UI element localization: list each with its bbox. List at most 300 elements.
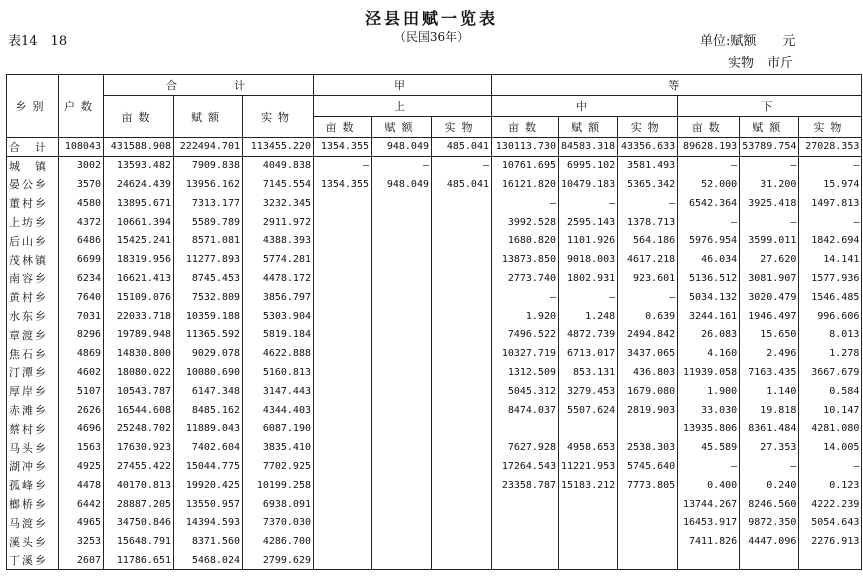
row-s-1: 948.049 — [372, 138, 432, 157]
row-z-0: 5045.312 — [492, 382, 559, 401]
table-row — [7, 231, 862, 250]
row-z-0 — [492, 551, 559, 570]
row-s-2 — [432, 269, 492, 288]
row-t-2: 4344.403 — [243, 401, 314, 420]
row-z-1: 4872.739 — [559, 325, 618, 344]
row-t-2: 10199.258 — [243, 476, 314, 495]
row-households: 1563 — [59, 438, 104, 457]
row-s-1 — [372, 532, 432, 551]
row-t-0: 25248.702 — [104, 419, 174, 438]
row-t-0: 27455.422 — [104, 457, 174, 476]
row-z-0: 10327.719 — [492, 344, 559, 363]
row-township: 厚岸乡 — [7, 382, 59, 401]
row-t-0: 18080.022 — [104, 363, 174, 382]
row-t-1: 7532.809 — [174, 288, 243, 307]
row-s-0 — [314, 250, 372, 269]
table-row — [7, 419, 862, 438]
row-x-0: 45.589 — [678, 438, 740, 457]
row-z-0: 1312.509 — [492, 363, 559, 382]
row-z-2: 3437.065 — [618, 344, 678, 363]
row-x-2: 3667.679 — [799, 363, 862, 382]
row-t-0: 40170.813 — [104, 476, 174, 495]
row-z-2: 436.803 — [618, 363, 678, 382]
row-x-2: 0.123 — [799, 476, 862, 495]
table-row — [7, 551, 862, 570]
row-s-0 — [314, 495, 372, 514]
row-z-0: — — [492, 194, 559, 213]
row-z-0: 7627.928 — [492, 438, 559, 457]
row-x-1: 15.650 — [740, 325, 799, 344]
row-t-0: 19789.948 — [104, 325, 174, 344]
row-township: 焦石乡 — [7, 344, 59, 363]
table-row — [7, 457, 862, 476]
row-t-1: 222494.701 — [174, 138, 243, 157]
row-households: 3253 — [59, 532, 104, 551]
row-t-2: 3835.410 — [243, 438, 314, 457]
row-z-0: 23358.787 — [492, 476, 559, 495]
row-x-2: 1497.813 — [799, 194, 862, 213]
row-z-2: 3581.493 — [618, 156, 678, 175]
row-households: 108043 — [59, 138, 104, 157]
header-xia-mu: 亩数 — [678, 117, 740, 138]
row-t-1: 10080.690 — [174, 363, 243, 382]
row-township: 马头乡 — [7, 438, 59, 457]
row-s-0 — [314, 532, 372, 551]
row-x-0: 11939.058 — [678, 363, 740, 382]
row-x-1: — — [740, 457, 799, 476]
row-z-1: 15183.212 — [559, 476, 618, 495]
table-row — [7, 401, 862, 420]
header-xia-shiwu: 实物 — [799, 117, 862, 138]
row-households: 3002 — [59, 156, 104, 175]
row-x-0: 16453.917 — [678, 513, 740, 532]
row-t-2: 3856.797 — [243, 288, 314, 307]
row-z-2: 43356.633 — [618, 138, 678, 157]
row-t-2: 4388.393 — [243, 231, 314, 250]
row-households: 7640 — [59, 288, 104, 307]
row-z-1: 853.131 — [559, 363, 618, 382]
row-x-1: 3020.479 — [740, 288, 799, 307]
row-x-1: 4447.096 — [740, 532, 799, 551]
row-z-2: 5365.342 — [618, 175, 678, 194]
row-z-0: 16121.820 — [492, 175, 559, 194]
row-x-2: 27028.353 — [799, 138, 862, 157]
row-t-2: 4622.888 — [243, 344, 314, 363]
row-s-2 — [432, 194, 492, 213]
header-jia: 甲 — [314, 75, 492, 96]
row-t-2: 2799.629 — [243, 551, 314, 570]
row-x-0: 3244.161 — [678, 307, 740, 326]
row-z-0: 1680.820 — [492, 231, 559, 250]
row-z-2: — — [618, 194, 678, 213]
row-s-0 — [314, 457, 372, 476]
row-township: 城 镇 — [7, 156, 59, 175]
row-s-2: 485.041 — [432, 175, 492, 194]
header-shang-shiwu: 实物 — [432, 117, 492, 138]
row-s-1 — [372, 438, 432, 457]
row-township: 后山乡 — [7, 231, 59, 250]
row-t-0: 13593.482 — [104, 156, 174, 175]
row-t-0: 13895.671 — [104, 194, 174, 213]
header-shang-mu: 亩数 — [314, 117, 372, 138]
row-t-2: 5160.813 — [243, 363, 314, 382]
row-z-1: 4958.653 — [559, 438, 618, 457]
row-t-1: 14394.593 — [174, 513, 243, 532]
row-z-0: 13873.850 — [492, 250, 559, 269]
row-t-1: 7313.177 — [174, 194, 243, 213]
row-t-2: 6087.190 — [243, 419, 314, 438]
page-title: 泾县田赋一览表 — [364, 9, 498, 28]
row-s-1 — [372, 401, 432, 420]
row-x-1: 2.496 — [740, 344, 799, 363]
row-z-1: 9018.003 — [559, 250, 618, 269]
row-s-0 — [314, 213, 372, 232]
row-s-0: 1354.355 — [314, 138, 372, 157]
row-t-0: 15425.241 — [104, 231, 174, 250]
table-row — [7, 175, 862, 194]
row-x-2: 1577.936 — [799, 269, 862, 288]
row-x-2: — — [799, 213, 862, 232]
row-t-1: 8485.162 — [174, 401, 243, 420]
row-s-1 — [372, 325, 432, 344]
row-s-0 — [314, 419, 372, 438]
row-s-2 — [432, 363, 492, 382]
row-households: 6486 — [59, 231, 104, 250]
row-x-0 — [678, 551, 740, 570]
row-z-1: 3279.453 — [559, 382, 618, 401]
row-t-0: 22033.718 — [104, 307, 174, 326]
row-x-1: 1946.497 — [740, 307, 799, 326]
row-x-0: 46.034 — [678, 250, 740, 269]
row-z-2: 2538.303 — [618, 438, 678, 457]
row-township: 马渡乡 — [7, 513, 59, 532]
row-x-0: 5976.954 — [678, 231, 740, 250]
row-s-0 — [314, 476, 372, 495]
table-row — [7, 495, 862, 514]
row-s-1 — [372, 457, 432, 476]
row-households: 4925 — [59, 457, 104, 476]
row-township: 赤滩乡 — [7, 401, 59, 420]
row-s-2 — [432, 307, 492, 326]
row-x-0: 5136.512 — [678, 269, 740, 288]
row-t-1: 9029.078 — [174, 344, 243, 363]
row-t-2: 6938.091 — [243, 495, 314, 514]
row-z-1: 1101.926 — [559, 231, 618, 250]
row-township: 汀潭乡 — [7, 363, 59, 382]
row-township: 丁溪乡 — [7, 551, 59, 570]
row-s-2 — [432, 401, 492, 420]
row-t-2: 4286.700 — [243, 532, 314, 551]
row-s-2 — [432, 532, 492, 551]
row-households: 2626 — [59, 401, 104, 420]
header-zhong-shiwu: 实物 — [618, 117, 678, 138]
header-zhong-fu: 赋额 — [559, 117, 618, 138]
table-row — [7, 288, 862, 307]
header-total-shiwu: 实物 — [243, 96, 314, 138]
row-t-1: 13550.957 — [174, 495, 243, 514]
table-body — [7, 138, 862, 570]
row-t-1: 11889.043 — [174, 419, 243, 438]
row-x-0: 13935.806 — [678, 419, 740, 438]
row-households: 8296 — [59, 325, 104, 344]
row-x-2: 15.974 — [799, 175, 862, 194]
row-t-1: 5468.024 — [174, 551, 243, 570]
row-s-2 — [432, 288, 492, 307]
row-x-2: 1546.485 — [799, 288, 862, 307]
row-s-1 — [372, 382, 432, 401]
row-x-1: 0.240 — [740, 476, 799, 495]
table-row — [7, 269, 862, 288]
row-households: 4965 — [59, 513, 104, 532]
row-t-1: 7909.838 — [174, 156, 243, 175]
row-s-1 — [372, 288, 432, 307]
row-households: 4602 — [59, 363, 104, 382]
row-s-1 — [372, 344, 432, 363]
table-row — [7, 250, 862, 269]
table-row — [7, 156, 862, 175]
row-x-0: 52.000 — [678, 175, 740, 194]
row-households: 5107 — [59, 382, 104, 401]
row-t-0: 431588.908 — [104, 138, 174, 157]
row-x-0: 26.083 — [678, 325, 740, 344]
row-t-2: 7370.030 — [243, 513, 314, 532]
row-s-1 — [372, 363, 432, 382]
row-z-1: 5507.624 — [559, 401, 618, 420]
row-s-0 — [314, 288, 372, 307]
row-s-1 — [372, 495, 432, 514]
row-township: 水东乡 — [7, 307, 59, 326]
row-x-1: 27.620 — [740, 250, 799, 269]
row-z-2: — — [618, 288, 678, 307]
tax-table — [6, 74, 862, 570]
row-z-0: — — [492, 288, 559, 307]
row-x-1: — — [740, 156, 799, 175]
row-x-2: 0.584 — [799, 382, 862, 401]
row-t-0: 18319.956 — [104, 250, 174, 269]
row-t-0: 10661.394 — [104, 213, 174, 232]
row-township: 董村乡 — [7, 194, 59, 213]
table-row — [7, 382, 862, 401]
row-t-2: 5303.904 — [243, 307, 314, 326]
row-z-2: 564.186 — [618, 231, 678, 250]
row-township: 南容乡 — [7, 269, 59, 288]
row-x-0: 7411.826 — [678, 532, 740, 551]
row-s-2: 485.041 — [432, 138, 492, 157]
row-z-1: 2595.143 — [559, 213, 618, 232]
header-zhong-mu: 亩数 — [492, 117, 559, 138]
table-row — [7, 513, 862, 532]
table-row — [7, 307, 862, 326]
row-z-1: — — [559, 288, 618, 307]
row-s-0 — [314, 194, 372, 213]
row-x-1: 3599.011 — [740, 231, 799, 250]
row-t-1: 8745.453 — [174, 269, 243, 288]
row-s-0 — [314, 363, 372, 382]
row-z-2 — [618, 495, 678, 514]
row-x-2: 996.606 — [799, 307, 862, 326]
row-s-1 — [372, 307, 432, 326]
row-households: 6442 — [59, 495, 104, 514]
row-x-0: 5034.132 — [678, 288, 740, 307]
row-z-2 — [618, 513, 678, 532]
row-t-1: 11365.592 — [174, 325, 243, 344]
row-t-2: 3147.443 — [243, 382, 314, 401]
row-s-2 — [432, 438, 492, 457]
row-s-0 — [314, 344, 372, 363]
row-z-0: 17264.543 — [492, 457, 559, 476]
row-s-0 — [314, 231, 372, 250]
row-s-0 — [314, 325, 372, 344]
row-x-1: — — [740, 213, 799, 232]
row-t-0: 34750.846 — [104, 513, 174, 532]
row-t-2: 3232.345 — [243, 194, 314, 213]
row-z-2: 7773.805 — [618, 476, 678, 495]
table-number: 表14 18 — [8, 34, 68, 49]
header-shang: 上 — [314, 96, 492, 117]
row-z-0: 2773.740 — [492, 269, 559, 288]
unit-note-money: 单位:赋额 元 — [700, 34, 796, 49]
row-t-1: 5589.789 — [174, 213, 243, 232]
row-s-2 — [432, 419, 492, 438]
row-x-1: 1.140 — [740, 382, 799, 401]
row-x-2: 4222.239 — [799, 495, 862, 514]
row-z-1 — [559, 551, 618, 570]
row-t-2: 4049.838 — [243, 156, 314, 175]
row-s-1 — [372, 231, 432, 250]
row-s-1 — [372, 250, 432, 269]
row-s-2 — [432, 250, 492, 269]
row-households: 4580 — [59, 194, 104, 213]
header-total-fu: 赋额 — [174, 96, 243, 138]
row-x-2: 14.141 — [799, 250, 862, 269]
header-xia-fu: 赋额 — [740, 117, 799, 138]
row-s-1: — — [372, 156, 432, 175]
row-township: 榔桥乡 — [7, 495, 59, 514]
row-x-2: 1842.694 — [799, 231, 862, 250]
row-township: 章渡乡 — [7, 325, 59, 344]
row-z-2: 923.601 — [618, 269, 678, 288]
row-households: 6234 — [59, 269, 104, 288]
row-z-1: 1802.931 — [559, 269, 618, 288]
row-x-1: 7163.435 — [740, 363, 799, 382]
row-t-1: 6147.348 — [174, 382, 243, 401]
table-header — [7, 75, 862, 138]
row-s-2 — [432, 382, 492, 401]
row-z-1 — [559, 513, 618, 532]
row-township: 上坊乡 — [7, 213, 59, 232]
row-s-2 — [432, 513, 492, 532]
row-x-0: 0.400 — [678, 476, 740, 495]
row-x-0: 89628.193 — [678, 138, 740, 157]
row-t-1: 10359.188 — [174, 307, 243, 326]
row-x-1: 9872.350 — [740, 513, 799, 532]
row-x-0: 4.160 — [678, 344, 740, 363]
table-row — [7, 438, 862, 457]
row-t-1: 8371.560 — [174, 532, 243, 551]
table-row — [7, 213, 862, 232]
row-s-0 — [314, 438, 372, 457]
table-row — [7, 194, 862, 213]
row-township: 茂林镇 — [7, 250, 59, 269]
row-t-0: 16544.608 — [104, 401, 174, 420]
table-row — [7, 138, 862, 157]
row-z-2: 0.639 — [618, 307, 678, 326]
row-z-1 — [559, 419, 618, 438]
row-t-1: 7402.604 — [174, 438, 243, 457]
row-s-2 — [432, 213, 492, 232]
row-t-2: 2911.972 — [243, 213, 314, 232]
row-z-2: 5745.640 — [618, 457, 678, 476]
row-s-0 — [314, 513, 372, 532]
row-x-0: — — [678, 156, 740, 175]
row-z-1: 10479.183 — [559, 175, 618, 194]
header-shang-fu: 赋额 — [372, 117, 432, 138]
row-z-1 — [559, 495, 618, 514]
row-s-2 — [432, 231, 492, 250]
row-z-0: 1.920 — [492, 307, 559, 326]
row-z-2 — [618, 532, 678, 551]
row-s-2: — — [432, 156, 492, 175]
row-t-0: 15648.791 — [104, 532, 174, 551]
row-x-1 — [740, 551, 799, 570]
row-township: 合 计 — [7, 138, 59, 157]
row-s-0 — [314, 551, 372, 570]
row-t-0: 24624.439 — [104, 175, 174, 194]
row-t-0: 16621.413 — [104, 269, 174, 288]
row-households: 4869 — [59, 344, 104, 363]
row-x-2: 8.013 — [799, 325, 862, 344]
row-x-2: — — [799, 457, 862, 476]
row-s-0: — — [314, 156, 372, 175]
row-z-2: 2494.842 — [618, 325, 678, 344]
row-x-0: 6542.364 — [678, 194, 740, 213]
row-households: 2607 — [59, 551, 104, 570]
unit-note-goods: 实物 市斤 — [728, 56, 794, 71]
row-z-0 — [492, 532, 559, 551]
table-row — [7, 325, 862, 344]
row-households: 4478 — [59, 476, 104, 495]
row-t-2: 5819.184 — [243, 325, 314, 344]
row-z-0: 8474.037 — [492, 401, 559, 420]
row-s-2 — [432, 551, 492, 570]
row-z-2: 1679.080 — [618, 382, 678, 401]
row-z-0: 7496.522 — [492, 325, 559, 344]
row-z-1: — — [559, 194, 618, 213]
row-s-0 — [314, 269, 372, 288]
row-township: 晏公乡 — [7, 175, 59, 194]
row-s-2 — [432, 495, 492, 514]
table-row — [7, 476, 862, 495]
header-total-mu: 亩数 — [104, 96, 174, 138]
row-z-0: 10761.695 — [492, 156, 559, 175]
row-x-2: — — [799, 156, 862, 175]
row-t-2: 4478.172 — [243, 269, 314, 288]
row-z-0: 130113.730 — [492, 138, 559, 157]
row-s-1 — [372, 476, 432, 495]
table-row — [7, 363, 862, 382]
row-township: 黄村乡 — [7, 288, 59, 307]
row-z-1: 84583.318 — [559, 138, 618, 157]
row-x-0: 1.900 — [678, 382, 740, 401]
row-s-1 — [372, 513, 432, 532]
row-x-1: 27.353 — [740, 438, 799, 457]
row-s-0 — [314, 307, 372, 326]
row-t-1: 13956.162 — [174, 175, 243, 194]
table-row — [7, 344, 862, 363]
row-z-2: 1378.713 — [618, 213, 678, 232]
row-z-0 — [492, 419, 559, 438]
row-township: 蔡村乡 — [7, 419, 59, 438]
